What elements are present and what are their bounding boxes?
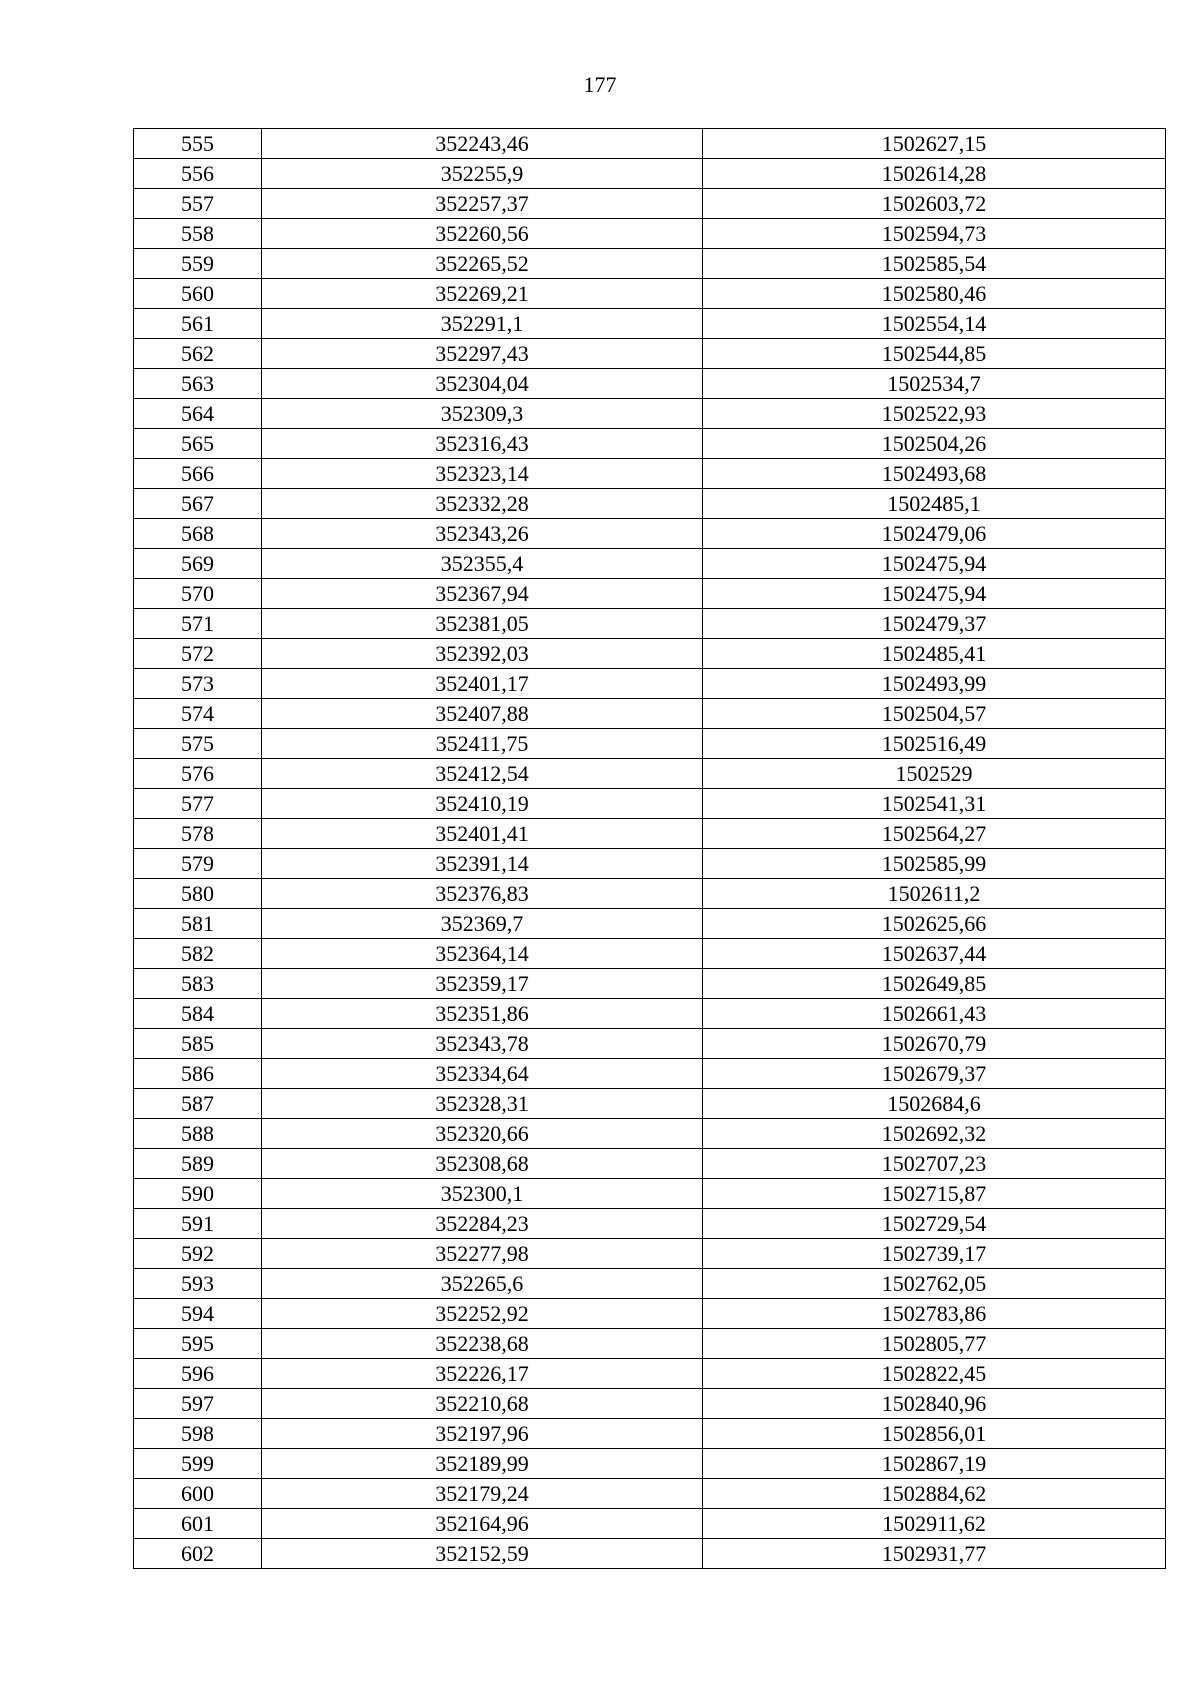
point-number-cell: 560	[134, 279, 262, 309]
point-number-cell: 555	[134, 129, 262, 159]
y-coordinate-cell: 1502670,79	[703, 1029, 1166, 1059]
table-row	[134, 639, 1166, 669]
table-row	[134, 609, 1166, 639]
y-coordinate-cell: 1502627,15	[703, 129, 1166, 159]
x-coordinate-cell: 352189,99	[262, 1449, 703, 1479]
x-coordinate-cell: 352164,96	[262, 1509, 703, 1539]
x-coordinate-cell: 352407,88	[262, 699, 703, 729]
point-number-cell: 556	[134, 159, 262, 189]
x-coordinate-cell: 352343,26	[262, 519, 703, 549]
x-coordinate-cell: 352265,6	[262, 1269, 703, 1299]
table-row	[134, 879, 1166, 909]
point-number-cell: 601	[134, 1509, 262, 1539]
table-row	[134, 249, 1166, 279]
x-coordinate-cell: 352401,41	[262, 819, 703, 849]
x-coordinate-cell: 352359,17	[262, 969, 703, 999]
table-row	[134, 1449, 1166, 1479]
point-number-cell: 580	[134, 879, 262, 909]
y-coordinate-cell: 1502715,87	[703, 1179, 1166, 1209]
x-coordinate-cell: 352277,98	[262, 1239, 703, 1269]
point-number-cell: 600	[134, 1479, 262, 1509]
table-row	[134, 279, 1166, 309]
x-coordinate-cell: 352152,59	[262, 1539, 703, 1569]
point-number-cell: 591	[134, 1209, 262, 1239]
table-row	[134, 1359, 1166, 1389]
point-number-cell: 563	[134, 369, 262, 399]
table-row	[134, 129, 1166, 159]
y-coordinate-cell: 1502661,43	[703, 999, 1166, 1029]
point-number-cell: 565	[134, 429, 262, 459]
table-row	[134, 219, 1166, 249]
y-coordinate-cell: 1502729,54	[703, 1209, 1166, 1239]
x-coordinate-cell: 352210,68	[262, 1389, 703, 1419]
y-coordinate-cell: 1502516,49	[703, 729, 1166, 759]
y-coordinate-cell: 1502594,73	[703, 219, 1166, 249]
point-number-cell: 557	[134, 189, 262, 219]
x-coordinate-cell: 352257,37	[262, 189, 703, 219]
coordinates-table-body	[134, 129, 1166, 1569]
x-coordinate-cell: 352367,94	[262, 579, 703, 609]
x-coordinate-cell: 352309,3	[262, 399, 703, 429]
x-coordinate-cell: 352284,23	[262, 1209, 703, 1239]
y-coordinate-cell: 1502911,62	[703, 1509, 1166, 1539]
y-coordinate-cell: 1502580,46	[703, 279, 1166, 309]
x-coordinate-cell: 352381,05	[262, 609, 703, 639]
x-coordinate-cell: 352260,56	[262, 219, 703, 249]
point-number-cell: 573	[134, 669, 262, 699]
y-coordinate-cell: 1502822,45	[703, 1359, 1166, 1389]
point-number-cell: 566	[134, 459, 262, 489]
table-row	[134, 579, 1166, 609]
x-coordinate-cell: 352291,1	[262, 309, 703, 339]
point-number-cell: 575	[134, 729, 262, 759]
x-coordinate-cell: 352304,04	[262, 369, 703, 399]
y-coordinate-cell: 1502739,17	[703, 1239, 1166, 1269]
point-number-cell: 594	[134, 1299, 262, 1329]
table-row	[134, 1119, 1166, 1149]
point-number-cell: 598	[134, 1419, 262, 1449]
point-number-cell: 602	[134, 1539, 262, 1569]
point-number-cell: 562	[134, 339, 262, 369]
x-coordinate-cell: 352255,9	[262, 159, 703, 189]
point-number-cell: 578	[134, 819, 262, 849]
table-row	[134, 819, 1166, 849]
y-coordinate-cell: 1502867,19	[703, 1449, 1166, 1479]
page-number: 177	[583, 72, 617, 97]
y-coordinate-cell: 1502603,72	[703, 189, 1166, 219]
point-number-cell: 587	[134, 1089, 262, 1119]
y-coordinate-cell: 1502805,77	[703, 1329, 1166, 1359]
point-number-cell: 558	[134, 219, 262, 249]
table-row	[134, 1329, 1166, 1359]
point-number-cell: 577	[134, 789, 262, 819]
y-coordinate-cell: 1502544,85	[703, 339, 1166, 369]
table-row	[134, 1509, 1166, 1539]
y-coordinate-cell: 1502840,96	[703, 1389, 1166, 1419]
y-coordinate-cell: 1502614,28	[703, 159, 1166, 189]
y-coordinate-cell: 1502564,27	[703, 819, 1166, 849]
x-coordinate-cell: 352179,24	[262, 1479, 703, 1509]
x-coordinate-cell: 352316,43	[262, 429, 703, 459]
x-coordinate-cell: 352243,46	[262, 129, 703, 159]
x-coordinate-cell: 352300,1	[262, 1179, 703, 1209]
y-coordinate-cell: 1502625,66	[703, 909, 1166, 939]
point-number-cell: 579	[134, 849, 262, 879]
table-row	[134, 1089, 1166, 1119]
point-number-cell: 568	[134, 519, 262, 549]
x-coordinate-cell: 352410,19	[262, 789, 703, 819]
x-coordinate-cell: 352376,83	[262, 879, 703, 909]
x-coordinate-cell: 352265,52	[262, 249, 703, 279]
table-row	[134, 1419, 1166, 1449]
table-row	[134, 1059, 1166, 1089]
x-coordinate-cell: 352343,78	[262, 1029, 703, 1059]
y-coordinate-cell: 1502762,05	[703, 1269, 1166, 1299]
point-number-cell: 569	[134, 549, 262, 579]
point-number-cell: 593	[134, 1269, 262, 1299]
x-coordinate-cell: 352369,7	[262, 909, 703, 939]
point-number-cell: 559	[134, 249, 262, 279]
y-coordinate-cell: 1502493,99	[703, 669, 1166, 699]
x-coordinate-cell: 352391,14	[262, 849, 703, 879]
y-coordinate-cell: 1502637,44	[703, 939, 1166, 969]
x-coordinate-cell: 352238,68	[262, 1329, 703, 1359]
table-row	[134, 999, 1166, 1029]
y-coordinate-cell: 1502504,26	[703, 429, 1166, 459]
point-number-cell: 589	[134, 1149, 262, 1179]
table-row	[134, 759, 1166, 789]
x-coordinate-cell: 352320,66	[262, 1119, 703, 1149]
point-number-cell: 584	[134, 999, 262, 1029]
y-coordinate-cell: 1502856,01	[703, 1419, 1166, 1449]
table-row	[134, 669, 1166, 699]
table-row	[134, 369, 1166, 399]
y-coordinate-cell: 1502504,57	[703, 699, 1166, 729]
table-row	[134, 909, 1166, 939]
y-coordinate-cell: 1502529	[703, 759, 1166, 789]
point-number-cell: 567	[134, 489, 262, 519]
x-coordinate-cell: 352323,14	[262, 459, 703, 489]
point-number-cell: 599	[134, 1449, 262, 1479]
x-coordinate-cell: 352308,68	[262, 1149, 703, 1179]
y-coordinate-cell: 1502884,62	[703, 1479, 1166, 1509]
y-coordinate-cell: 1502783,86	[703, 1299, 1166, 1329]
table-row	[134, 489, 1166, 519]
point-number-cell: 572	[134, 639, 262, 669]
x-coordinate-cell: 352411,75	[262, 729, 703, 759]
point-number-cell: 590	[134, 1179, 262, 1209]
point-number-cell: 586	[134, 1059, 262, 1089]
y-coordinate-cell: 1502479,06	[703, 519, 1166, 549]
table-row	[134, 789, 1166, 819]
x-coordinate-cell: 352355,4	[262, 549, 703, 579]
table-row	[134, 969, 1166, 999]
y-coordinate-cell: 1502541,31	[703, 789, 1166, 819]
point-number-cell: 574	[134, 699, 262, 729]
y-coordinate-cell: 1502679,37	[703, 1059, 1166, 1089]
table-row	[134, 339, 1166, 369]
table-row	[134, 1209, 1166, 1239]
table-row	[134, 1269, 1166, 1299]
y-coordinate-cell: 1502585,54	[703, 249, 1166, 279]
table-row	[134, 699, 1166, 729]
y-coordinate-cell: 1502611,2	[703, 879, 1166, 909]
x-coordinate-cell: 352252,92	[262, 1299, 703, 1329]
x-coordinate-cell: 352412,54	[262, 759, 703, 789]
table-row	[134, 1479, 1166, 1509]
y-coordinate-cell: 1502649,85	[703, 969, 1166, 999]
y-coordinate-cell: 1502522,93	[703, 399, 1166, 429]
table-row	[134, 459, 1166, 489]
point-number-cell: 576	[134, 759, 262, 789]
table-row	[134, 1389, 1166, 1419]
x-coordinate-cell: 352269,21	[262, 279, 703, 309]
point-number-cell: 564	[134, 399, 262, 429]
table-row	[134, 399, 1166, 429]
y-coordinate-cell: 1502707,23	[703, 1149, 1166, 1179]
x-coordinate-cell: 352401,17	[262, 669, 703, 699]
x-coordinate-cell: 352297,43	[262, 339, 703, 369]
y-coordinate-cell: 1502485,41	[703, 639, 1166, 669]
point-number-cell: 596	[134, 1359, 262, 1389]
table-row	[134, 429, 1166, 459]
table-row	[134, 1179, 1166, 1209]
y-coordinate-cell: 1502485,1	[703, 489, 1166, 519]
x-coordinate-cell: 352364,14	[262, 939, 703, 969]
table-row	[134, 159, 1166, 189]
table-row	[134, 1539, 1166, 1569]
point-number-cell: 592	[134, 1239, 262, 1269]
point-number-cell: 595	[134, 1329, 262, 1359]
table-row	[134, 729, 1166, 759]
x-coordinate-cell: 352392,03	[262, 639, 703, 669]
x-coordinate-cell: 352328,31	[262, 1089, 703, 1119]
y-coordinate-cell: 1502479,37	[703, 609, 1166, 639]
y-coordinate-cell: 1502931,77	[703, 1539, 1166, 1569]
table-row	[134, 519, 1166, 549]
table-row	[134, 1149, 1166, 1179]
table-row	[134, 1299, 1166, 1329]
table-row	[134, 1029, 1166, 1059]
coordinates-table	[133, 128, 1166, 1569]
table-row	[134, 189, 1166, 219]
x-coordinate-cell: 352351,86	[262, 999, 703, 1029]
table-row	[134, 309, 1166, 339]
y-coordinate-cell: 1502493,68	[703, 459, 1166, 489]
point-number-cell: 571	[134, 609, 262, 639]
x-coordinate-cell: 352332,28	[262, 489, 703, 519]
y-coordinate-cell: 1502475,94	[703, 549, 1166, 579]
x-coordinate-cell: 352226,17	[262, 1359, 703, 1389]
point-number-cell: 581	[134, 909, 262, 939]
point-number-cell: 570	[134, 579, 262, 609]
point-number-cell: 588	[134, 1119, 262, 1149]
y-coordinate-cell: 1502554,14	[703, 309, 1166, 339]
point-number-cell: 561	[134, 309, 262, 339]
table-row	[134, 939, 1166, 969]
x-coordinate-cell: 352197,96	[262, 1419, 703, 1449]
x-coordinate-cell: 352334,64	[262, 1059, 703, 1089]
point-number-cell: 597	[134, 1389, 262, 1419]
point-number-cell: 583	[134, 969, 262, 999]
y-coordinate-cell: 1502475,94	[703, 579, 1166, 609]
table-row	[134, 549, 1166, 579]
y-coordinate-cell: 1502534,7	[703, 369, 1166, 399]
table-row	[134, 849, 1166, 879]
y-coordinate-cell: 1502692,32	[703, 1119, 1166, 1149]
point-number-cell: 585	[134, 1029, 262, 1059]
y-coordinate-cell: 1502585,99	[703, 849, 1166, 879]
point-number-cell: 582	[134, 939, 262, 969]
y-coordinate-cell: 1502684,6	[703, 1089, 1166, 1119]
table-row	[134, 1239, 1166, 1269]
